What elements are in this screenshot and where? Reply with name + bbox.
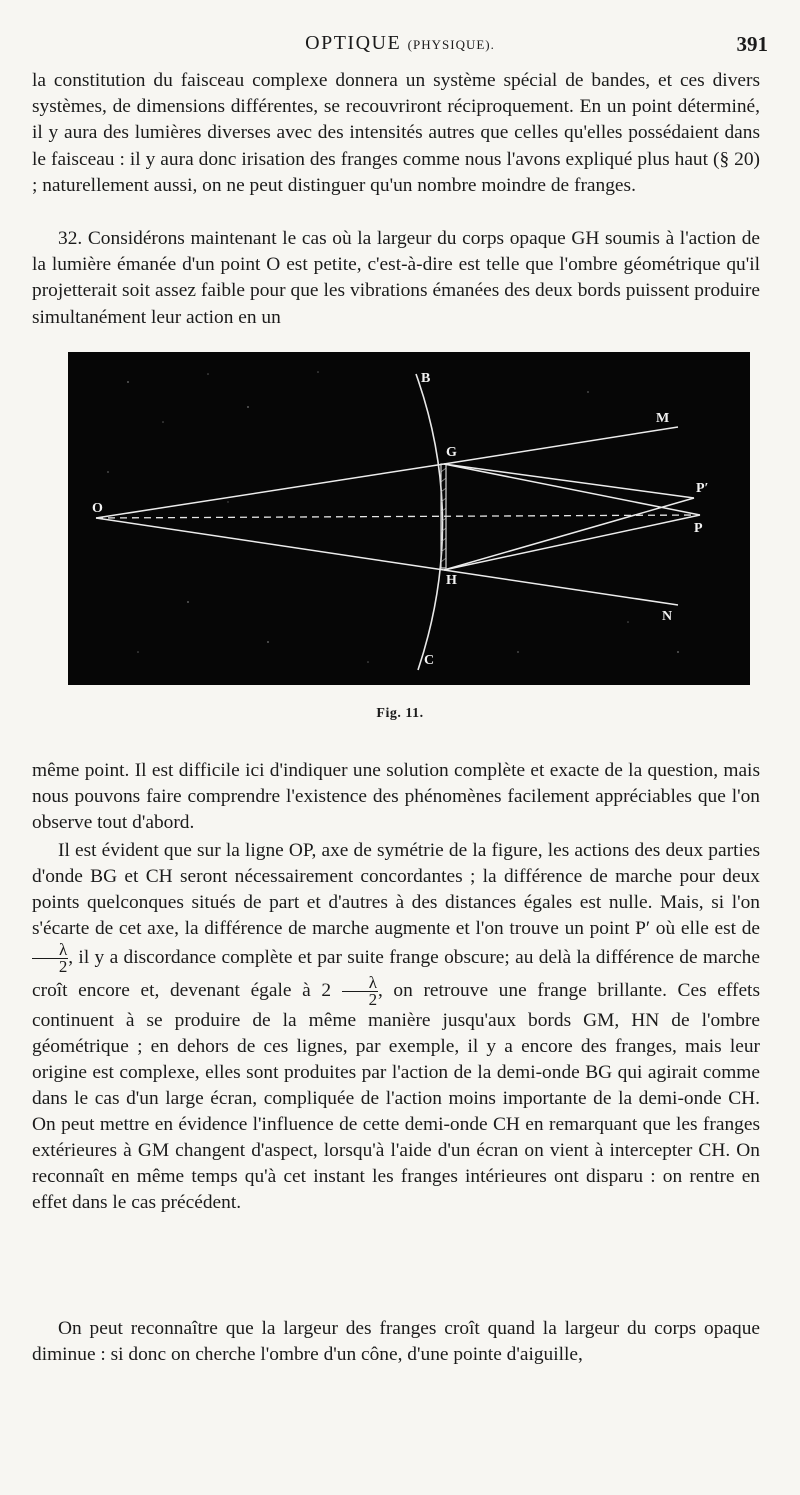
fraction-denominator-2: 2 (368, 990, 378, 1009)
label-n: N (662, 609, 673, 624)
figure-diagram (68, 352, 750, 685)
paragraph-solution: même point. Il est difficile ici d'indiquer une solution complète et exacte de la question, mais nous pouvons faire comprendre l'existence des phénomènes facilement appréciables que l'on observe tout d'abord. (32, 760, 760, 834)
label-p-prime: P′ (696, 481, 709, 496)
page-header (30, 32, 770, 56)
figure-caption: Fig. 11. (376, 706, 424, 721)
fraction-numerator: λ (32, 942, 68, 959)
fraction-denominator: 2 (58, 957, 68, 976)
label-g: G (446, 445, 457, 460)
label-m: M (656, 411, 670, 426)
running-title (30, 32, 770, 55)
text-part1: Il est évident que sur la ligne OP, axe de symétrie de la figure, les actions des deux parties d'onde BG et CH seront nécessairement concordantes ; la différence de marche pour deux points quelconques situés de part et d'autres à des distances égales est nulle. Mais, si l'on s'écarte de cet axe, la différence de marche augmente et l'on trouve un point P′ où elle est de (32, 840, 760, 939)
text-part2: , il y a discordance complète et par suite frange obscure; au delà la différence de marche croît encore et, devenant égale à 2 (32, 946, 760, 1001)
label-b: B (421, 371, 431, 386)
fraction-lambda-half-2 (342, 975, 378, 1008)
label-p: P (694, 521, 703, 536)
running-title-sub: (PHYSIQUE). (407, 37, 495, 52)
label-h: H (446, 573, 457, 588)
label-c: C (424, 653, 435, 668)
running-title-main: OPTIQUE (305, 32, 402, 54)
paragraph-franges (32, 838, 760, 1216)
text-part3: , on retrouve une frange brillante. Ces effets continuent à se produire de la même manière jusqu'aux bords GM, HN de l'ombre géométrique ; en dehors de ces lignes, par exemple, il y a encore des franges, mais leur origine est complexe, elles sont produites par l'action de la demi-onde BG qui agirait comme dans le cas d'un large écran, compliquée de l'action moins importante de la demi-onde CH. On peut mettre en évidence l'influence de cette demi-onde CH en remarquant que les franges extérieures à GM changent d'aspect, lorsqu'à l'aide d'un écran on vient à intercepter CH. On reconnaît en même temps qu'à cet instant les franges intérieures ont disparu : on rentre en effet dans le cas précédent. (32, 979, 760, 1213)
paragraph-continuation: la constitution du faisceau complexe donnera un système spécial de bandes, et ces divers systèmes, de dimensions différentes, se recouvriront réciproquement. En un point déterminé, il y aura des lumières diverses avec des intensités autres que celles qu'elles possédaient dans le faisceau : il y aura donc irisation des franges comme nous l'avons expliqué plus haut (§ 20) ; naturellement aussi, on ne peut distinguer qu'un nombre moindre de franges. (32, 70, 760, 196)
paragraph-section-32: 32. Considérons maintenant le cas où la largeur du corps opaque GH soumis à l'action de la lumière émanée d'un point O est petite, c'est-à-dire est telle que l'ombre géométrique qu'il projetterait soit assez faible pour que les vibrations émanées des deux bords puissent produire simultanément leur action en un (32, 228, 760, 328)
paragraph-largeur: On peut reconnaître que la largeur des franges croît quand la largeur du corps opaque diminue : si donc on cherche l'ombre d'un cône, d'une pointe d'aiguille, (32, 1318, 760, 1366)
label-o: O (92, 501, 103, 516)
page-number: 391 (736, 32, 768, 56)
fraction-lambda-half (32, 942, 68, 975)
fraction-numerator-2: λ (342, 975, 378, 992)
